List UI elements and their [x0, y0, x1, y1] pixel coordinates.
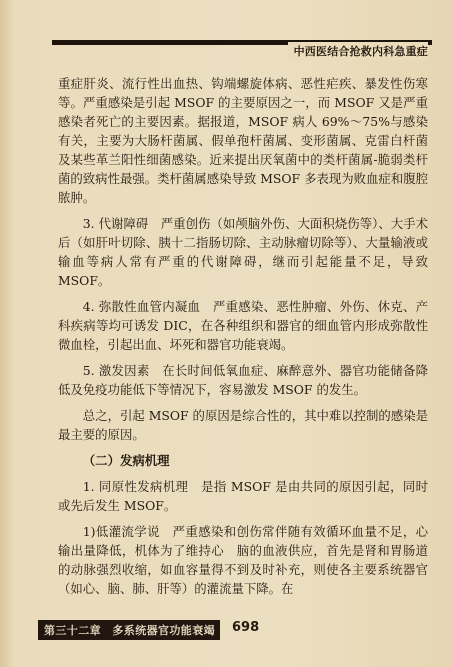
- paragraph-dic: 4. 弥散性血管内凝血 严重感染、恶性肿瘤、外伤、休克、产科疾病等均可诱发 DIC，在各种组织和器官的细血管内形成弥散性微血栓，引起出血、坏死和器官功能衰竭。: [58, 299, 428, 352]
- paragraph-homogenous-mechanism: 1. 同原性发病机理 是指 MSOF 是由共同的原因引起，同时或先后发生 MSOF。: [58, 479, 428, 513]
- paragraph-summary: 总之，引起 MSOF 的原因是综合性的，其中难以控制的感染是最主要的原因。: [58, 408, 428, 442]
- section-heading: （二）发病机理: [82, 453, 170, 468]
- paragraph-metabolic-disorder: 3. 代谢障碍 严重创伤（如颅脑外伤、大面积烧伤等）、大手术后（如肝叶切除、胰十二指肠切除、主动脉瘤切除等）、大量输液或输血等病人常有严重的代谢障碍，继而引起能量不足，导致 MSOF。: [58, 216, 428, 288]
- page-number: 698: [232, 620, 260, 635]
- body-text: [58, 74, 428, 598]
- paragraph-triggering-factors: 5. 激发因素 在长时间低氧血症、麻醉意外、器官功能储备降低及免疫功能低下等情况下，容易激发 MSOF 的发生。: [58, 363, 428, 397]
- paragraph-hypoperfusion-theory: 1)低灌流学说 严重感染和创伤常伴随有效循环血量不足，心输出量降低，机体为了维持心 脑的血液供应，首先是肾和胃肠道的动脉强烈收缩，如血容量得不到及时补充，则使各主要系统器官（如心、脑、肺、肝等）的灌流量下降。在: [58, 524, 428, 596]
- running-header: 中西医结合抢救内科急重症: [288, 42, 428, 60]
- chapter-badge: 第三十二章 多系统器官功能衰竭: [38, 620, 220, 640]
- paragraph-infection-continued: 重症肝炎、流行性出血热、钩端螺旋体病、恶性疟疾、暴发性伤寒等。严重感染是引起 MSOF 的主要原因之一，而 MSOF 又是严重感染者死亡的主要因素。据报道，MSOF 病人 69%～75%与感染有关，主要为大肠杆菌属、假单孢杆菌属、变形菌属、克雷白杆菌及某些革兰阳性细菌感染。近来提出厌氧菌中的类杆菌属-脆弱类杆菌的致病性最强。类杆菌属感染导致 MSOF 多表现为败血症和腹腔脓肿。: [58, 76, 428, 205]
